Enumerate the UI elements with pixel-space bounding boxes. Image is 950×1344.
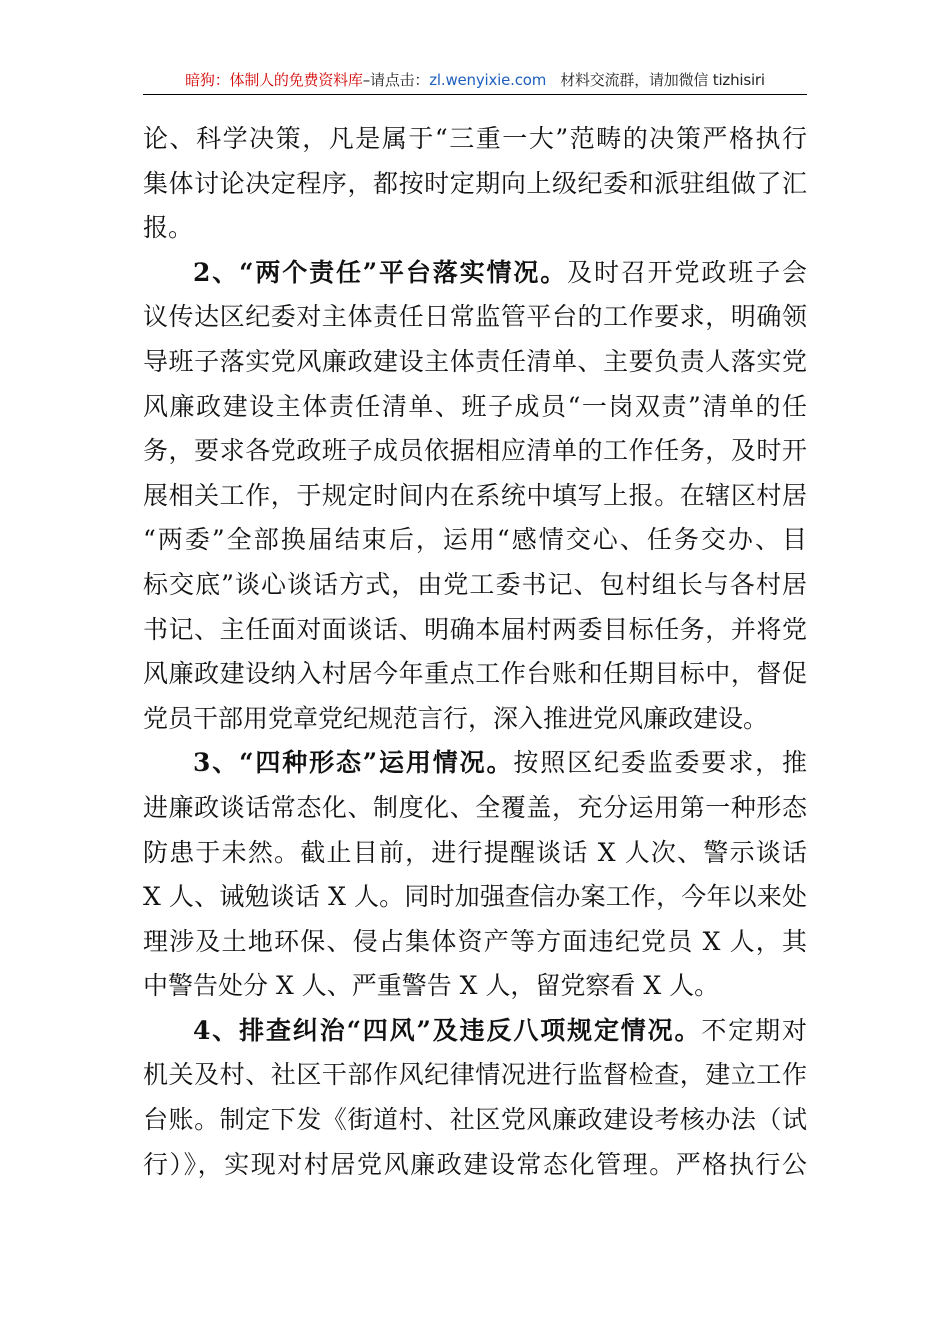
body-line: 防患于未然。截止目前，进行提醒谈话 X 人次、警示谈话	[143, 837, 807, 867]
body-line: “两委”全部换届结束后，运用“感情交心、任务交办、目	[143, 525, 807, 555]
section-heading-line: 4、排查纠治“四风”及违反八项规定情况。不定期对	[193, 1015, 807, 1045]
header-url-link[interactable]: zl.wenyixie.com	[429, 71, 547, 89]
body-line: 报。	[143, 213, 194, 243]
section-heading-line: 2、“两个责任”平台落实情况。及时召开党政班子会	[193, 257, 807, 287]
body-line: 集体讨论决定程序，都按时定期向上级纪委和派驻组做了汇	[143, 168, 807, 198]
body-line: 机关及村、社区干部作风纪律情况进行监督检查，建立工作	[143, 1060, 807, 1090]
body-line: 务，要求各党政班子成员依据相应清单的工作任务，及时开	[143, 436, 807, 466]
section-heading-four-winds: 4、排查纠治“四风”及违反八项规定情况。	[193, 1015, 702, 1045]
body-line: 中警告处分 X 人、严重警告 X 人，留党察看 X 人。	[143, 971, 720, 1001]
body-line: X 人、诫勉谈话 X 人。同时加强查信办案工作，今年以来处	[143, 882, 807, 912]
body-line: 风廉政建设纳入村居今年重点工作台账和任期目标中，督促	[143, 659, 807, 689]
body-line: 论、科学决策，凡是属于“三重一大”范畴的决策严格执行	[143, 124, 807, 153]
section-heading-line: 3、“四种形态”运用情况。按照区纪委监委要求，推	[193, 748, 807, 778]
page-header	[143, 66, 807, 95]
header-site-name: 暗狗：体制人的免费资料库	[185, 71, 363, 89]
body-line: 风廉政建设主体责任清单、班子成员“一岗双责”清单的任	[143, 391, 807, 421]
section-heading-four-forms: 3、“四种形态”运用情况。	[193, 748, 514, 778]
body-line: 议传达区纪委对主体责任日常监管平台的工作要求，明确领	[143, 302, 807, 332]
body-line: 党员干部用党章党纪规范言行，深入推进党风廉政建设。	[143, 703, 769, 733]
body-line: 标交底”谈心谈话方式，由党工委书记、包村组长与各村居	[143, 569, 807, 599]
body-line: 理涉及土地环保、侵占集体资产等方面违纪党员 X 人，其	[143, 926, 807, 956]
document-body	[143, 117, 807, 1187]
header-wechat-note: 材料交流群，请加微信 tizhisiri	[560, 71, 765, 89]
body-line: 行）》，实现对村居党风廉政建设常态化管理。严格执行公	[143, 1149, 807, 1179]
body-line: 进廉政谈话常态化、制度化、全覆盖，充分运用第一种形态	[143, 792, 807, 822]
body-line: 台账。制定下发《街道村、社区党风廉政建设考核办法（试	[143, 1105, 807, 1135]
section-heading-two-responsibilities: 2、“两个责任”平台落实情况。	[193, 257, 568, 287]
header-click-prompt: –请点击：	[362, 71, 430, 89]
body-line: 书记、主任面对面谈话、明确本届村两委目标任务，并将党	[143, 614, 807, 644]
body-line: 展相关工作，于规定时间内在系统中填写上报。在辖区村居	[143, 480, 807, 510]
body-line: 导班子落实党风廉政建设主体责任清单、主要负责人落实党	[143, 346, 807, 376]
